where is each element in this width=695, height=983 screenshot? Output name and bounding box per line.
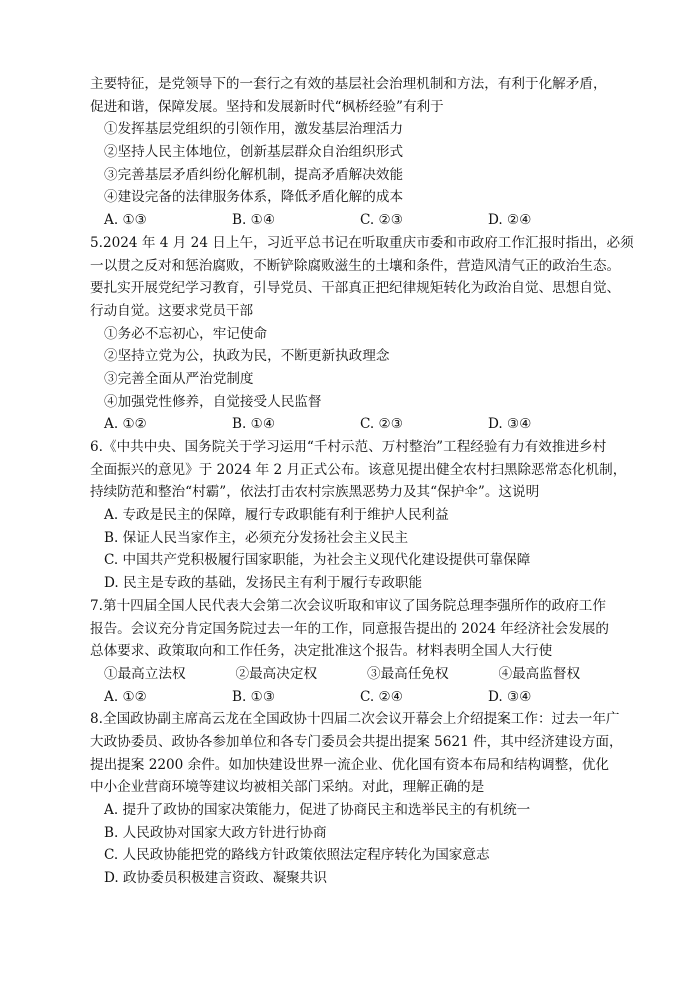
choice-d: D. ③④: [488, 688, 532, 705]
question-stem-line: 促进和谐，保障发展。坚持和发展新时代“枫桥经验”有利于: [90, 98, 444, 115]
choice-a: A. ①③: [104, 212, 147, 229]
choice-d: D. 民主是专政的基础，发扬民主有利于履行专政职能: [104, 575, 423, 592]
answer-choices: [90, 686, 630, 709]
question-7: [90, 595, 630, 708]
statement-items: [90, 663, 630, 686]
question-5: [90, 232, 634, 436]
choice-b: B. ①③: [232, 688, 276, 705]
question-stem-line: 6.《中共中央、国务院关于学习运用“千村示范、万村整治”工程经验有力有效推进乡村: [90, 439, 607, 455]
question-6: [90, 436, 630, 595]
choice-b: B. ①④: [232, 416, 276, 433]
choice-c: C. ②③: [360, 212, 403, 229]
choice-b: B. 人民政协对国家大政方针进行协商: [104, 824, 327, 841]
choice-d: D. 政协委员积极建言资政、凝聚共识: [104, 870, 327, 887]
question-stem-line: 要扎实开展党纪学习教育，引导党员、干部真正把纪律规矩转化为政治自觉、思想自觉、: [90, 280, 621, 297]
answer-choices: [90, 209, 630, 232]
answer-choices: [90, 413, 630, 436]
statement-item: ④最高监督权: [498, 665, 581, 682]
statement-item: ①务必不忘初心，牢记使命: [104, 325, 268, 342]
statement-item: ③最高任免权: [367, 665, 449, 682]
question-8: [90, 708, 630, 890]
choice-d: D. ②④: [488, 212, 532, 229]
question-stem-line: 持续防范和整治“村霸”，依法打击农村宗族黑恶势力及其“保护伞”。这说明: [90, 484, 540, 501]
choice-c: C. ②③: [360, 416, 403, 433]
choice-b: B. ①④: [232, 212, 276, 229]
statement-item: ④建设完备的法律服务体系，降低矛盾化解的成本: [104, 189, 404, 206]
statement-item: ③完善全面从严治党制度: [104, 370, 254, 387]
question-stem-line: 行动自觉。这要求党员干部: [90, 302, 254, 319]
question-stem-line: 8.全国政协副主席高云龙在全国政协十四届二次会议开幕会上介绍提案工作：过去一年广: [90, 711, 620, 728]
statement-item: ②坚持立党为公，执政为民，不断更新执政理念: [104, 348, 390, 365]
question-stem-line: 主要特征，是党领导下的一套行之有效的基层社会治理机制和方法，有利于化解矛盾，: [90, 76, 607, 92]
choice-c: C. ②④: [360, 688, 403, 705]
question-stem-line: 5.2024 年 4 月 24 日上午，习近平总书记在听取重庆市委和市政府工作汇报时指出，必须: [90, 234, 634, 251]
choice-c: C. 人民政协能把党的路线方针政策依照法定程序转化为国家意志: [104, 847, 490, 864]
question-stem-line: 提出提案 2200 余件。如加快建设世界一流企业、优化国有资本布局和结构调整，优化: [90, 756, 610, 773]
question-4: [90, 73, 630, 232]
question-stem-line: 一以贯之反对和惩治腐败，不断铲除腐败滋生的土壤和条件，营造风清气正的政治生态。: [90, 257, 621, 274]
question-stem-line: 全面振兴的意见》于 2024 年 2 月正式公布。该意见提出健全农村扫黑除恶常态化机制，: [90, 461, 627, 478]
choice-a: A. ①②: [104, 688, 147, 705]
statement-item: ④加强党性修养，自觉接受人民监督: [104, 393, 322, 410]
choice-c: C. 中国共产党积极履行国家职能，为社会主义现代化建设提供可靠保障: [104, 552, 531, 569]
choice-a: A. 提升了政协的国家决策能力，促进了协商民主和选举民主的有机统一: [104, 802, 531, 818]
statement-item: ①最高立法权: [104, 665, 186, 682]
statement-item: ②最高决定权: [235, 665, 318, 682]
choice-d: D. ③④: [488, 416, 532, 433]
statement-item: ②坚持人民主体地位，创新基层群众自治组织形式: [104, 144, 404, 161]
question-stem-line: 中小企业营商环境等建议均被相关部门采纳。对此，理解正确的是: [90, 779, 485, 796]
exam-page: [90, 73, 634, 890]
question-stem-line: 大政协委员、政协各参加单位和各专门委员会共提出提案 5621 件，其中经济建设方面，: [90, 733, 623, 750]
statement-item: ③完善基层矛盾纠纷化解机制，提高矛盾解决效能: [104, 166, 404, 183]
question-stem-line: 总体要求、政策取向和工作任务，决定批准这个报告。材料表明全国人大行使: [90, 643, 553, 660]
choice-a: A. ①②: [104, 416, 147, 433]
question-stem-line: 报告。会议充分肯定国务院过去一年的工作，同意报告提出的 2024 年经济社会发展的: [90, 620, 610, 637]
question-stem-line: 7.第十四届全国人民代表大会第二次会议听取和审议了国务院总理李强所作的政府工作: [90, 597, 606, 614]
statement-item: ①发挥基层党组织的引领作用，激发基层治理活力: [104, 121, 404, 138]
choice-a: A. 专政是民主的保障，履行专政职能有利于维护人民利益: [104, 507, 449, 524]
choice-b: B. 保证人民当家作主，必须充分发扬社会主义民主: [104, 529, 409, 546]
